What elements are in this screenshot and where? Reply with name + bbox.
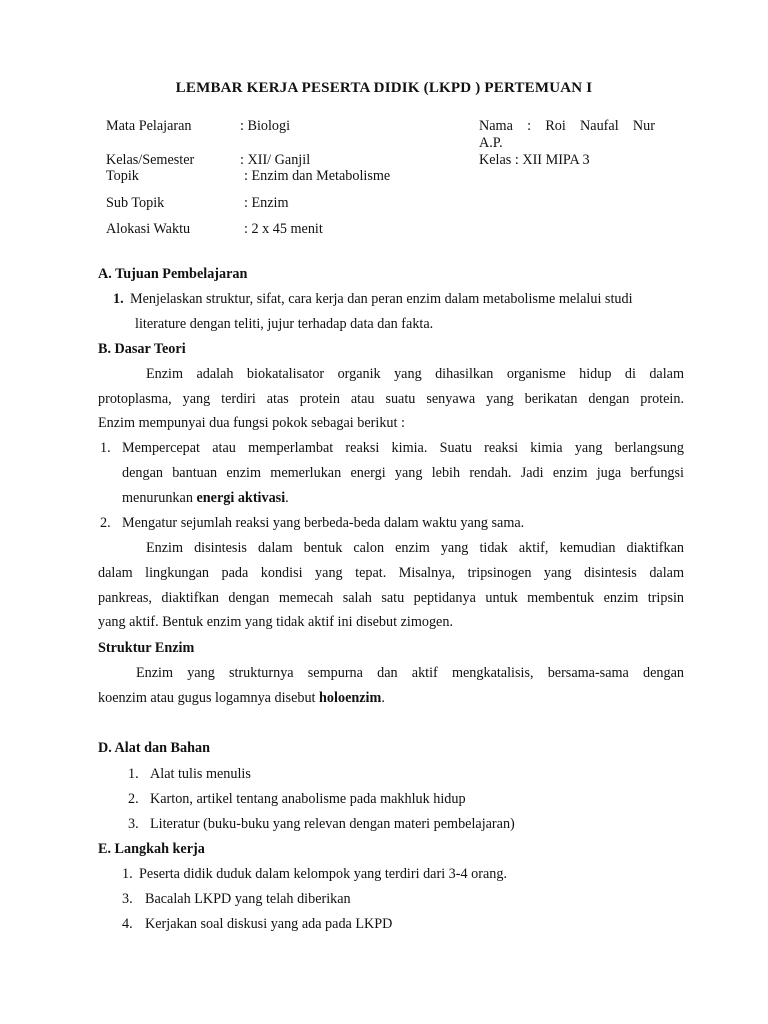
holoenzim-term: holoenzim — [319, 690, 382, 706]
section-b-heading: B. Dasar Teori — [98, 341, 186, 357]
tujuan-item-number: 1. — [113, 291, 124, 307]
langkah-item-3-number: 3. — [122, 891, 133, 907]
fungsi-2-number: 2. — [100, 515, 111, 531]
fungsi-1-line3 — [122, 490, 289, 507]
section-a-heading: A. Tujuan Pembelajaran — [98, 266, 248, 282]
langkah-item-1-text: Peserta didik duduk dalam kelompok yang terdiri dari 3-4 orang. — [139, 866, 507, 882]
struktur-enzim-line2-text: koenzim atau gugus logamnya disebut — [98, 690, 320, 706]
topik-value: : Enzim dan Metabolisme — [244, 168, 391, 184]
student-name-line2: A.P. — [479, 135, 503, 151]
langkah-item-3-text: Bacalah LKPD yang telah diberikan — [145, 891, 351, 907]
dasar-teori-p2-line4: yang aktif. Bentuk enzim yang tidak aktif ini disebut zimogen. — [98, 614, 453, 630]
mapel-label: Mata Pelajaran — [106, 118, 192, 134]
nama-word-2: Naufal — [580, 118, 619, 134]
struktur-enzim-line2-end: . — [381, 690, 385, 706]
section-e-heading: E. Langkah kerja — [98, 841, 205, 857]
langkah-item-4-text: Kerjakan soal diskusi yang ada pada LKPD — [145, 916, 393, 932]
topik-label: Topik — [106, 168, 139, 184]
subtopik-value: : Enzim — [244, 195, 289, 211]
alat-item-1-text: Alat tulis menulis — [150, 766, 251, 782]
student-class: Kelas : XII MIPA 3 — [479, 152, 590, 168]
kelas-semester-value: : XII/ Ganjil — [240, 152, 311, 168]
dasar-teori-p2-line3: pankreas, diaktifkan dengan memecah salah satu peptidanya untuk membentuk enzim tripsin — [98, 590, 684, 606]
struktur-enzim-line2 — [98, 690, 385, 707]
subtopik-label: Sub Topik — [106, 195, 165, 211]
alat-item-2-text: Karton, artikel tentang anabolisme pada makhluk hidup — [150, 791, 466, 807]
dasar-teori-p1-line1: Enzim adalah biokatalisator organik yang dihasilkan organisme hidup di dalam — [146, 366, 684, 382]
nama-word-3: Nur — [632, 118, 655, 134]
nama-colon: : — [527, 118, 532, 134]
langkah-item-1-number: 1. — [122, 866, 133, 882]
student-name-line — [479, 118, 655, 135]
fungsi-1-line2: dengan bantuan enzim memerlukan energi yang lebih rendah. Jadi enzim juga berfungsi — [122, 465, 684, 481]
dasar-teori-p1-line2: protoplasma, yang terdiri atas protein atau suatu senyawa yang berikatan dengan protein. — [98, 391, 684, 407]
struktur-enzim-heading: Struktur Enzim — [98, 640, 195, 656]
nama-label: Nama — [479, 118, 513, 134]
fungsi-1-line3-end: . — [285, 490, 289, 506]
dasar-teori-p1-line3: Enzim mempunyai dua fungsi pokok sebagai berikut : — [98, 415, 405, 431]
fungsi-1-line3-text: menurunkan — [122, 490, 197, 506]
document-title: LEMBAR KERJA PESERTA DIDIK (LKPD ) PERTEMUAN I — [175, 80, 593, 96]
tujuan-item-line2: literature dengan teliti, jujur terhadap data dan fakta. — [135, 316, 434, 332]
kelas-semester-label: Kelas/Semester — [106, 152, 195, 168]
alat-item-3-text: Literatur (buku-buku yang relevan dengan materi pembelajaran) — [150, 816, 515, 832]
langkah-item-4-number: 4. — [122, 916, 133, 932]
tujuan-item-line1: Menjelaskan struktur, sifat, cara kerja dan peran enzim dalam metabolisme melalui studi — [130, 291, 633, 307]
alokasi-waktu-value: : 2 x 45 menit — [244, 221, 323, 237]
alokasi-waktu-label: Alokasi Waktu — [106, 221, 191, 237]
section-d-heading: D. Alat dan Bahan — [98, 740, 210, 756]
dasar-teori-p2-line2: dalam lingkungan pada kondisi yang tepat. Misalnya, tripsinogen yang disintesis dalam — [98, 565, 684, 581]
nama-word-1: Roi — [545, 118, 566, 134]
energi-aktivasi-term: energi aktivasi — [196, 490, 286, 506]
struktur-enzim-line1: Enzim yang strukturnya sempurna dan aktif mengkatalisis, bersama-sama dengan — [136, 665, 684, 681]
alat-item-1-number: 1. — [128, 766, 139, 782]
alat-item-2-number: 2. — [128, 791, 139, 807]
fungsi-1-line1: Mempercepat atau memperlambat reaksi kimia. Suatu reaksi kimia yang berlangsung — [122, 440, 684, 456]
fungsi-1-number: 1. — [100, 440, 111, 456]
alat-item-3-number: 3. — [128, 816, 139, 832]
fungsi-2-line1: Mengatur sejumlah reaksi yang berbeda-beda dalam waktu yang sama. — [122, 515, 525, 531]
mapel-value: : Biologi — [240, 118, 291, 134]
dasar-teori-p2-line1: Enzim disintesis dalam bentuk calon enzim yang tidak aktif, kemudian diaktifkan — [146, 540, 684, 556]
